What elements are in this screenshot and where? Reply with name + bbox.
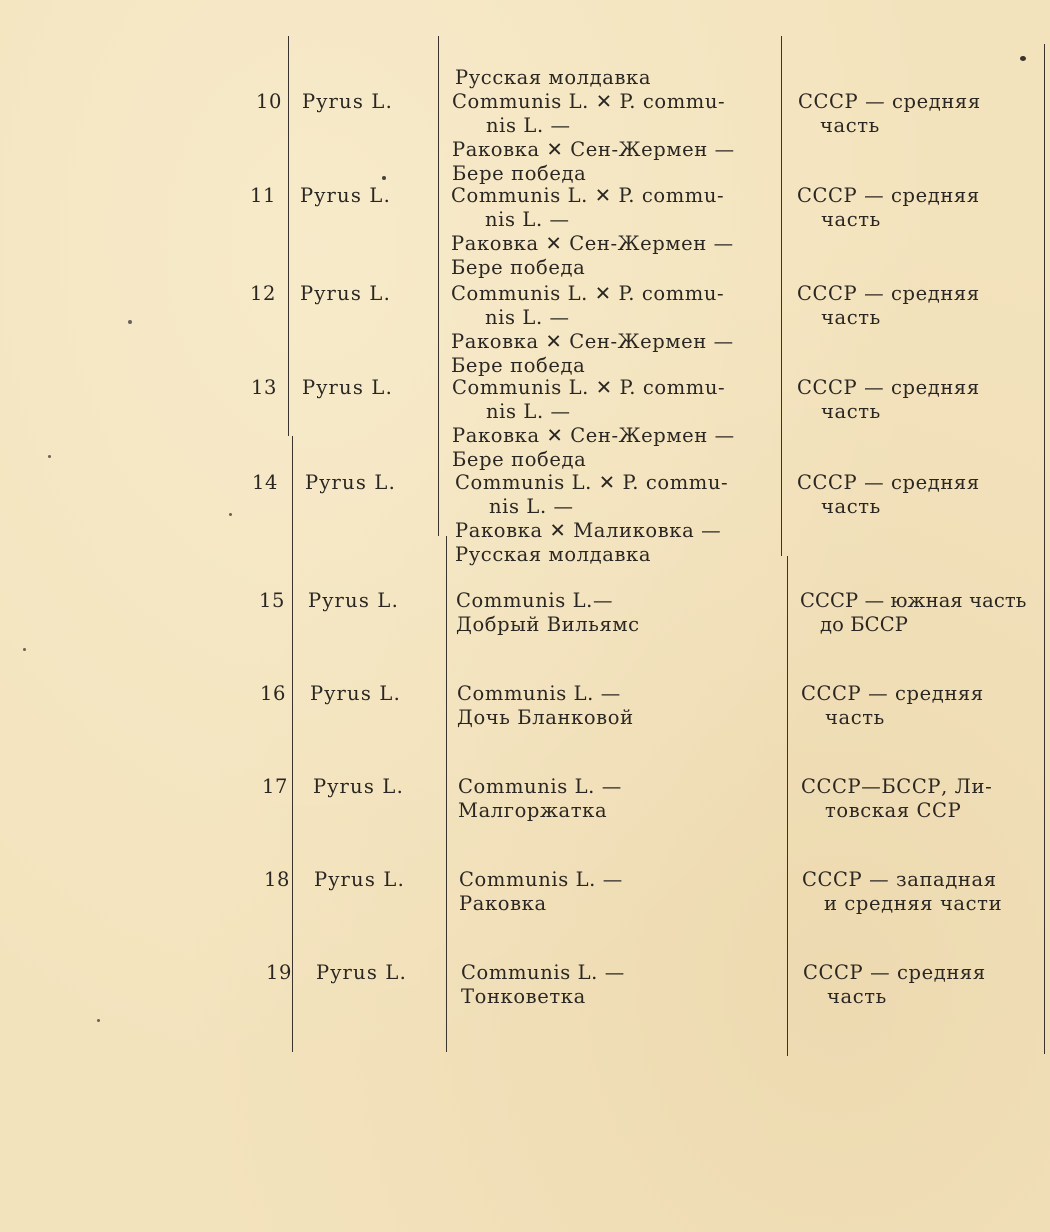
scan-speck <box>128 320 132 324</box>
scan-speck <box>97 1019 100 1022</box>
region-line: СССР — западная <box>802 868 997 891</box>
cultivar-line: nis L. — <box>489 495 574 518</box>
region-cell <box>800 589 1026 637</box>
row-number: 19 <box>265 961 292 984</box>
cultivar-line: Раковка ✕ Сен-Жермен — <box>452 138 735 161</box>
cultivar-line: Дочь Бланковой <box>457 706 634 729</box>
cultivar-cell <box>455 471 728 567</box>
region-line: и средняя части <box>824 892 1003 915</box>
cultivar-line: Раковка ✕ Сен-Жермен — <box>451 232 734 255</box>
region-line: до БССР <box>820 613 908 636</box>
column-rule-1b <box>292 436 293 1052</box>
row-number: 17 <box>261 775 288 798</box>
row-number: 15 <box>258 589 285 612</box>
cultivar-line: Русская молдавка <box>455 543 652 566</box>
region-line: СССР — средняя <box>797 376 980 399</box>
region-cell <box>797 184 980 232</box>
region-cell <box>797 471 980 519</box>
region-cell <box>802 868 1002 916</box>
column-rule-3b <box>787 556 788 1056</box>
cultivar-line: Communis L. — <box>458 775 622 798</box>
region-line: СССР — средняя <box>801 682 984 705</box>
scan-speck <box>48 455 51 458</box>
region-line: СССР — средняя <box>803 961 986 984</box>
region-line: СССР — средняя <box>797 471 980 494</box>
cultivar-line: nis L. — <box>486 400 571 423</box>
region-line: СССР—БССР, Ли- <box>801 775 993 798</box>
region-line: часть <box>821 400 881 423</box>
genus-cell: Pyrus L. <box>314 868 405 891</box>
row-number: 14 <box>251 471 278 494</box>
region-cell <box>801 775 992 823</box>
cultivar-line: Раковка ✕ Сен-Жермен — <box>451 330 734 353</box>
genus-cell: Pyrus L. <box>316 961 407 984</box>
column-rule-3 <box>781 36 782 556</box>
scan-speck <box>382 176 386 180</box>
region-line: часть <box>827 985 887 1008</box>
scan-speck <box>1020 56 1026 61</box>
region-line: часть <box>821 208 881 231</box>
region-line: часть <box>825 706 885 729</box>
cultivar-line: Бере победа <box>451 354 586 377</box>
cultivar-line: Малгоржатка <box>458 799 608 822</box>
cultivar-line: nis L. — <box>486 114 571 137</box>
cultivar-cell <box>456 589 640 637</box>
cultivar-line: Communis L. ✕ P. commu- <box>455 471 729 494</box>
cultivar-cell <box>451 282 734 378</box>
cultivar-cell <box>458 775 622 823</box>
row-number: 18 <box>263 868 290 891</box>
region-cell <box>797 282 980 330</box>
row-number: 16 <box>259 682 286 705</box>
cultivar-line: Добрый Вильямс <box>456 613 640 636</box>
cultivar-cell <box>452 376 735 472</box>
column-rule-4 <box>1044 44 1045 1054</box>
top-continuation-text: Русская молдавка <box>455 66 652 89</box>
cultivar-line: Бере победа <box>451 256 586 279</box>
region-cell <box>801 682 984 730</box>
row-number: 11 <box>249 184 276 207</box>
cultivar-cell <box>459 868 623 916</box>
cultivar-line: Communis L.— <box>456 589 614 612</box>
genus-cell: Pyrus L. <box>300 282 391 305</box>
region-line: СССР — средняя <box>797 282 980 305</box>
region-line: СССР — средняя <box>798 90 981 113</box>
genus-cell: Pyrus L. <box>300 184 391 207</box>
cultivar-line: nis L. — <box>485 306 570 329</box>
cultivar-line: Communis L. — <box>457 682 621 705</box>
cultivar-line: Communis L. ✕ P. commu- <box>452 90 726 113</box>
cultivar-cell <box>452 90 735 186</box>
cultivar-line: Communis L. — <box>459 868 623 891</box>
scan-speck <box>229 513 232 516</box>
region-line: товская ССР <box>825 799 962 822</box>
cultivar-line: Бере победа <box>452 162 587 185</box>
scan-speck <box>23 648 26 651</box>
genus-cell: Pyrus L. <box>302 376 393 399</box>
genus-cell: Pyrus L. <box>305 471 396 494</box>
cultivar-cell <box>461 961 625 1009</box>
cultivar-cell <box>457 682 634 730</box>
region-line: часть <box>821 495 881 518</box>
region-line: СССР — средняя <box>797 184 980 207</box>
cultivar-line: Communis L. ✕ P. commu- <box>451 184 725 207</box>
cultivar-line: Communis L. — <box>461 961 625 984</box>
region-line: часть <box>820 114 880 137</box>
row-number: 10 <box>255 90 282 113</box>
region-line: СССР — южная часть <box>800 589 1027 612</box>
cultivar-line: Communis L. ✕ P. commu- <box>451 282 725 305</box>
genus-cell: Pyrus L. <box>302 90 393 113</box>
region-cell <box>803 961 986 1009</box>
cultivar-line: Communis L. ✕ P. commu- <box>452 376 726 399</box>
genus-cell: Pyrus L. <box>313 775 404 798</box>
region-line: часть <box>821 306 881 329</box>
row-number: 12 <box>249 282 276 305</box>
column-rule-1 <box>288 36 289 436</box>
region-cell <box>797 376 980 424</box>
cultivar-line: Бере победа <box>452 448 587 471</box>
column-rule-2 <box>438 36 439 536</box>
cultivar-line: Тонковетка <box>461 985 586 1008</box>
genus-cell: Pyrus L. <box>310 682 401 705</box>
cultivar-line: Раковка <box>459 892 547 915</box>
genus-cell: Pyrus L. <box>308 589 399 612</box>
row-number: 13 <box>250 376 277 399</box>
column-rule-2b <box>446 536 447 1052</box>
cultivar-line: Раковка ✕ Сен-Жермен — <box>452 424 735 447</box>
cultivar-line: nis L. — <box>485 208 570 231</box>
cultivar-cell <box>451 184 734 280</box>
region-cell <box>798 90 981 138</box>
cultivar-line: Раковка ✕ Маликовка — <box>455 519 722 542</box>
